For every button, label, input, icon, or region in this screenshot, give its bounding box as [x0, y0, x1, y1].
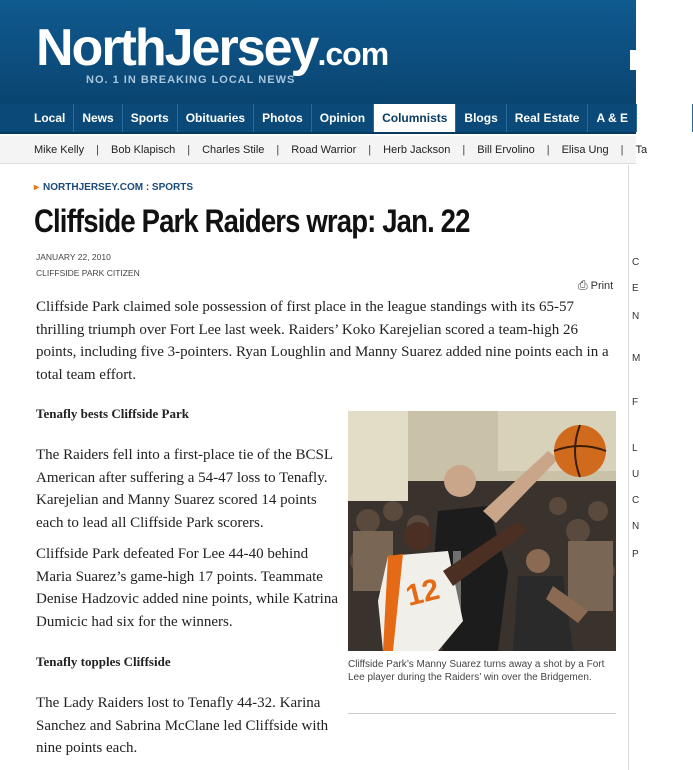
- subnav-separator: |: [96, 143, 99, 156]
- nav-item-events[interactable]: Events: [637, 104, 693, 132]
- sidebar-item-letter[interactable]: C: [632, 495, 640, 506]
- sidebar-item-letter[interactable]: U: [632, 469, 640, 480]
- subnav-separator: |: [546, 143, 550, 156]
- printer-icon: ⎙: [578, 278, 588, 292]
- nav-item-sports[interactable]: Sports: [123, 104, 178, 132]
- subhead-tenafly-bests: Tenafly bests Cliffside Park: [36, 406, 189, 421]
- basketball-photo-illustration: [348, 411, 616, 651]
- sidebar-item-letter[interactable]: P: [632, 549, 639, 560]
- main-navigation: [0, 104, 685, 134]
- sidebar-item-letter[interactable]: E: [632, 283, 639, 294]
- sidebar-item-letter[interactable]: N: [632, 311, 640, 322]
- print-label: Print: [590, 280, 614, 292]
- jersey-number: 12: [402, 572, 443, 613]
- subhead-tenafly-topples: Tenafly topples Cliffside: [36, 654, 171, 669]
- photo-caption: Cliffside Park’s Manny Suarez turns away a shot by a Fort Lee player during the Raiders’ win over the Bridgemen.: [348, 659, 605, 683]
- header-edge-mark: [630, 50, 636, 70]
- masthead: [0, 0, 636, 104]
- columnist-link[interactable]: Elisa Ung: [561, 143, 609, 156]
- site-tagline: NO. 1 IN BREAKING LOCAL NEWS: [86, 74, 296, 86]
- subnav-separator: |: [187, 143, 191, 156]
- columnist-link[interactable]: Mike Kelly: [34, 143, 85, 156]
- sidebar-item-letter[interactable]: M: [632, 353, 641, 364]
- article-paragraph: The Raiders fell into a first-place tie of the BCSL American after suffering a 54-47 loss to Tenafly. Karejelian and Manny Suarez scored 14 points each to lead all Cliffside Park scorers.: [36, 447, 333, 531]
- nav-item-obituaries[interactable]: Obituaries: [178, 104, 254, 132]
- article-source: CLIFFSIDE PARK CITIZEN: [36, 268, 140, 278]
- article-photo[interactable]: [348, 411, 616, 651]
- arrow-icon: ▸: [34, 182, 40, 193]
- nav-item-news[interactable]: News: [74, 104, 122, 132]
- subnav-separator: |: [368, 143, 372, 156]
- columnist-link[interactable]: Herb Jackson: [383, 143, 451, 156]
- columnist-link[interactable]: Road Warrior: [291, 143, 357, 156]
- article-headline: Cliffside Park Raiders wrap: Jan. 22: [34, 203, 470, 239]
- subnav-separator: |: [620, 143, 624, 156]
- article-paragraph: Cliffside Park defeated For Lee 44-40 behind Maria Suarez’s game-high 17 points. Teammate Denise Hadzovic added nine points, while Katrina Dumicic had six for the winners.: [36, 546, 338, 630]
- subnav-separator: |: [462, 143, 466, 156]
- sidebar-item-letter[interactable]: F: [632, 397, 639, 408]
- logo-suffix: .com: [317, 36, 389, 72]
- breadcrumb-text: NORTHJERSEY.COM : SPORTS: [43, 182, 194, 193]
- nav-item-blogs[interactable]: Blogs: [456, 104, 506, 132]
- columnist-link[interactable]: Bill Ervolino: [477, 143, 535, 156]
- sidebar-item-letter[interactable]: C: [632, 257, 640, 268]
- nav-item-local[interactable]: Local: [26, 104, 74, 132]
- sidebar-item-letter[interactable]: N: [632, 521, 640, 532]
- nav-item-opinion[interactable]: Opinion: [312, 104, 374, 132]
- article-lead-paragraph: Cliffside Park claimed sole possession of first place in the league standings with its 65-57 thrilling triumph over Fort Lee last week. Raiders’ Koko Karejelian scored a team-high 26 points, including five 3-pointers. Ryan Loughlin and Manny Suarez added nine points each in a total team effort.: [36, 299, 609, 383]
- logo-main: NorthJersey: [36, 19, 318, 77]
- caption-divider: [348, 713, 616, 714]
- nav-item-a-e[interactable]: A & E: [588, 104, 637, 132]
- sidebar-item-letter[interactable]: L: [632, 443, 638, 454]
- columnists-navigation: [0, 136, 648, 164]
- nav-item-photos[interactable]: Photos: [254, 104, 312, 132]
- print-button[interactable]: [578, 278, 613, 293]
- right-sidebar: [628, 165, 641, 770]
- columnist-link[interactable]: Charles Stile: [202, 143, 265, 156]
- article-date: JANUARY 22, 2010: [36, 252, 111, 262]
- article-paragraph: The Lady Raiders lost to Tenafly 44-32. Karina Sanchez and Sabrina McClane led Cliffside with nine points each.: [36, 695, 329, 756]
- columnist-link[interactable]: Ta: [635, 143, 648, 156]
- breadcrumb[interactable]: [34, 182, 193, 193]
- nav-item-columnists[interactable]: Columnists: [374, 104, 456, 132]
- subnav-separator: |: [276, 143, 280, 156]
- nav-item-real-estate[interactable]: Real Estate: [507, 104, 589, 132]
- columnist-link[interactable]: Bob Klapisch: [110, 143, 176, 156]
